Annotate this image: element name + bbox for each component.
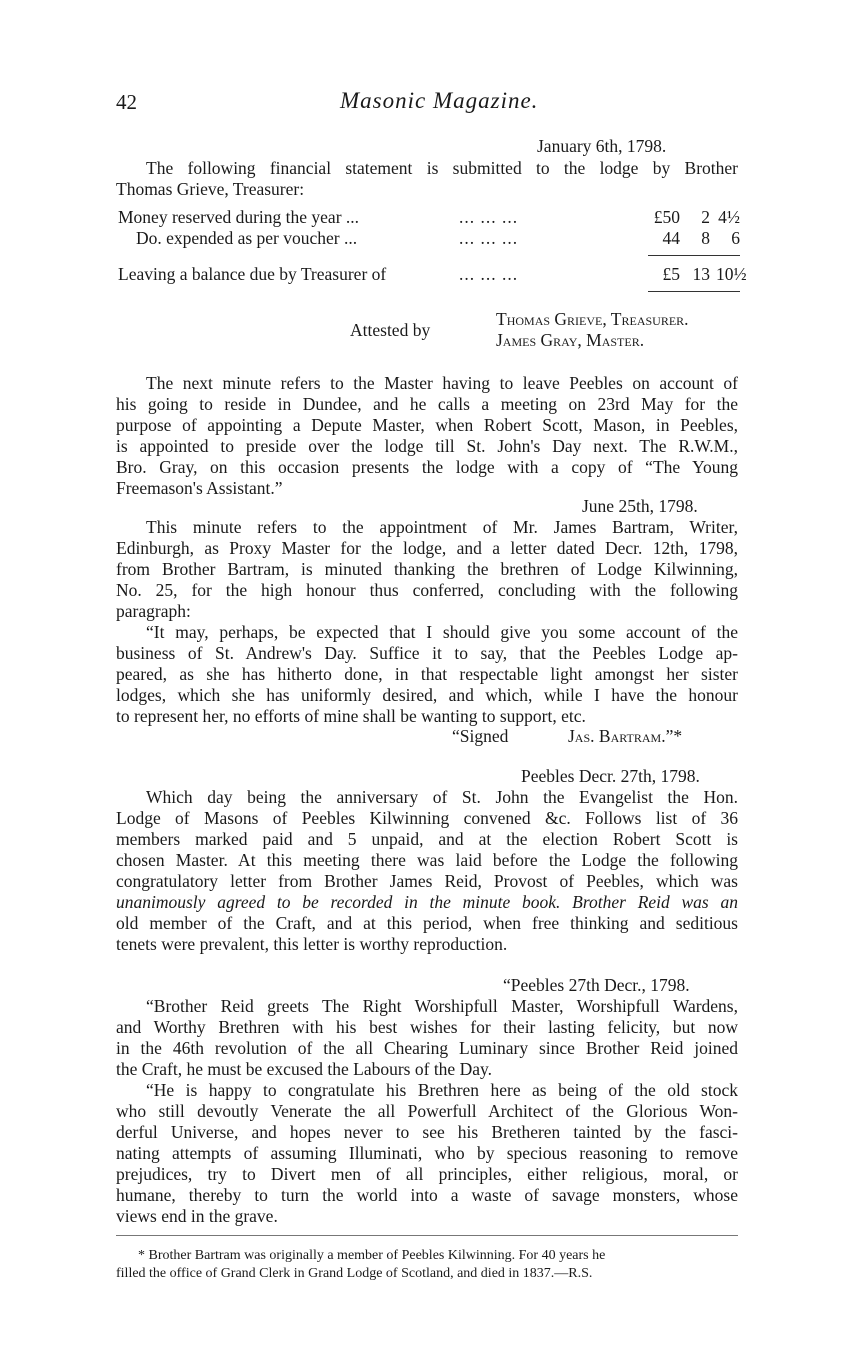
sum-rule [648, 255, 740, 256]
quote-line: business of St. Andrew's Day. Suffice it to say, that the Peebles Lodge ap- [116, 643, 738, 663]
body-line: Bro. Gray, on this occasion presents the lodge with a copy of “The Young [116, 457, 738, 477]
letter-line: and Worthy Brethren with his best wishes for their lasting felicity, but now [116, 1017, 738, 1037]
quote-line: “It may, perhaps, be expected that I should give you some account of the [146, 622, 738, 642]
body-line: Freemason's Assistant.” [116, 478, 283, 498]
letter-line: who still devoutly Venerate the all Powerfull Architect of the Glorious Won- [116, 1101, 738, 1121]
body-line: No. 25, for the high honour thus conferred, concluding with the following [116, 580, 738, 600]
footnote-rule [116, 1235, 738, 1236]
body-line: is appointed to preside over the lodge till St. John's Day next. The R.W.M., [116, 436, 738, 456]
statement-intro-line: The following financial statement is submitted to the lodge by Brother [146, 158, 738, 178]
statement-row-pounds: 44 [662, 228, 680, 248]
body-line: old member of the Craft, and at this period, when free thinking and seditious [116, 913, 738, 933]
statement-row-pence: 6 [731, 228, 740, 248]
statement-row-dots: ... ... ... [459, 228, 519, 248]
body-line: This minute refers to the appointment of Mr. James Bartram, Writer, [146, 517, 738, 537]
body-line: congratulatory letter from Brother James Reid, Provost of Peebles, which was [116, 871, 738, 891]
attested-label: Attested by [350, 320, 431, 340]
body-line: Edinburgh, as Proxy Master for the lodge, and a letter dated Decr. 12th, 1798, [116, 538, 738, 558]
body-line: members marked paid and 5 unpaid, and at the election Robert Scott is [116, 829, 738, 849]
running-title: Masonic Magazine. [340, 88, 539, 113]
body-line: paragraph: [116, 601, 191, 621]
total-rule [648, 291, 740, 292]
signatory: Thomas Grieve, Treasurer. [496, 309, 689, 329]
statement-intro-line: Thomas Grieve, Treasurer: [116, 179, 305, 199]
quote-line: to represent her, no efforts of mine shall be wanting to support, etc. [116, 706, 586, 726]
body-line: unanimously agreed to be recorded in the minute book. Brother Reid was an [116, 892, 738, 912]
statement-row-pounds: £50 [653, 207, 680, 227]
statement-row-shillings: 8 [701, 228, 710, 248]
body-line: Which day being the anniversary of St. John the Evangelist the Hon. [146, 787, 738, 807]
signed-word: “Signed [452, 726, 509, 746]
signed-name: Jas. Bartram.”* [568, 726, 683, 746]
body-line: his going to reside in Dundee, and he calls a meeting on 23rd May for the [116, 394, 738, 414]
minute-date: June 25th, 1798. [582, 496, 698, 516]
signatory: James Gray, Master. [496, 330, 645, 350]
balance-label: Leaving a balance due by Treasurer of [118, 264, 387, 284]
letter-line: in the 46th revolution of the all Chearing Luminary since Brother Reid joined [116, 1038, 738, 1058]
footnote-line: filled the office of Grand Clerk in Grand Lodge of Scotland, and died in 1837.—R.S. [116, 1266, 593, 1281]
quote-line: lodges, which she has uniformly desired, and which, while I have the honour [116, 685, 738, 705]
letter-line: nating attempts of assuming Illuminati, who by specious reasoning to remove [116, 1143, 738, 1163]
body-line: The next minute refers to the Master having to leave Peebles on account of [146, 373, 738, 393]
statement-row-dots: ... ... ... [459, 207, 519, 227]
balance-dots: ... ... ... [459, 264, 519, 284]
statement-row-label: Money reserved during the year ... [118, 207, 360, 227]
letter-line: derful Universe, and hopes never to see his Bretheren tainted by the fasci- [116, 1122, 738, 1142]
letter-line: prejudices, try to Divert men of all principles, either religious, moral, or [116, 1164, 738, 1184]
statement-row-label: Do. expended as per voucher ... [136, 228, 358, 248]
letter-line: views end in the grave. [116, 1206, 278, 1226]
page-number: 42 [116, 90, 137, 114]
minute-date: Peebles Decr. 27th, 1798. [521, 766, 700, 786]
letter-date: “Peebles 27th Decr., 1798. [503, 975, 690, 995]
footnote-line: * Brother Bartram was originally a member of Peebles Kilwinning. For 40 years he [138, 1248, 606, 1263]
statement-row-shillings: 2 [701, 207, 710, 227]
body-line: Lodge of Masons of Peebles Kilwinning convened &c. Follows list of 36 [116, 808, 738, 828]
letter-line: “Brother Reid greets The Right Worshipfull Master, Worshipfull Wardens, [146, 996, 738, 1016]
quote-line: peared, as she has hitherto done, in that respectable light amongst her sister [116, 664, 738, 684]
body-line: purpose of appointing a Depute Master, when Robert Scott, Mason, in Peebles, [116, 415, 738, 435]
balance-pence: 10½ [716, 264, 747, 284]
statement-date: January 6th, 1798. [537, 136, 667, 156]
statement-row-pence: 4½ [718, 207, 740, 227]
body-line: tenets were prevalent, this letter is worthy reproduction. [116, 934, 508, 954]
balance-pounds: £5 [662, 264, 680, 284]
body-line: from Brother Bartram, is minuted thanking the brethren of Lodge Kilwinning, [116, 559, 738, 579]
letter-line: humane, thereby to turn the world into a waste of savage monsters, whose [116, 1185, 738, 1205]
body-line: chosen Master. At this meeting there was laid before the Lodge the following [116, 850, 738, 870]
letter-line: “He is happy to congratulate his Brethren here as being of the old stock [146, 1080, 738, 1100]
letter-line: the Craft, he must be excused the Labours of the Day. [116, 1059, 492, 1079]
balance-shillings: 13 [692, 264, 710, 284]
